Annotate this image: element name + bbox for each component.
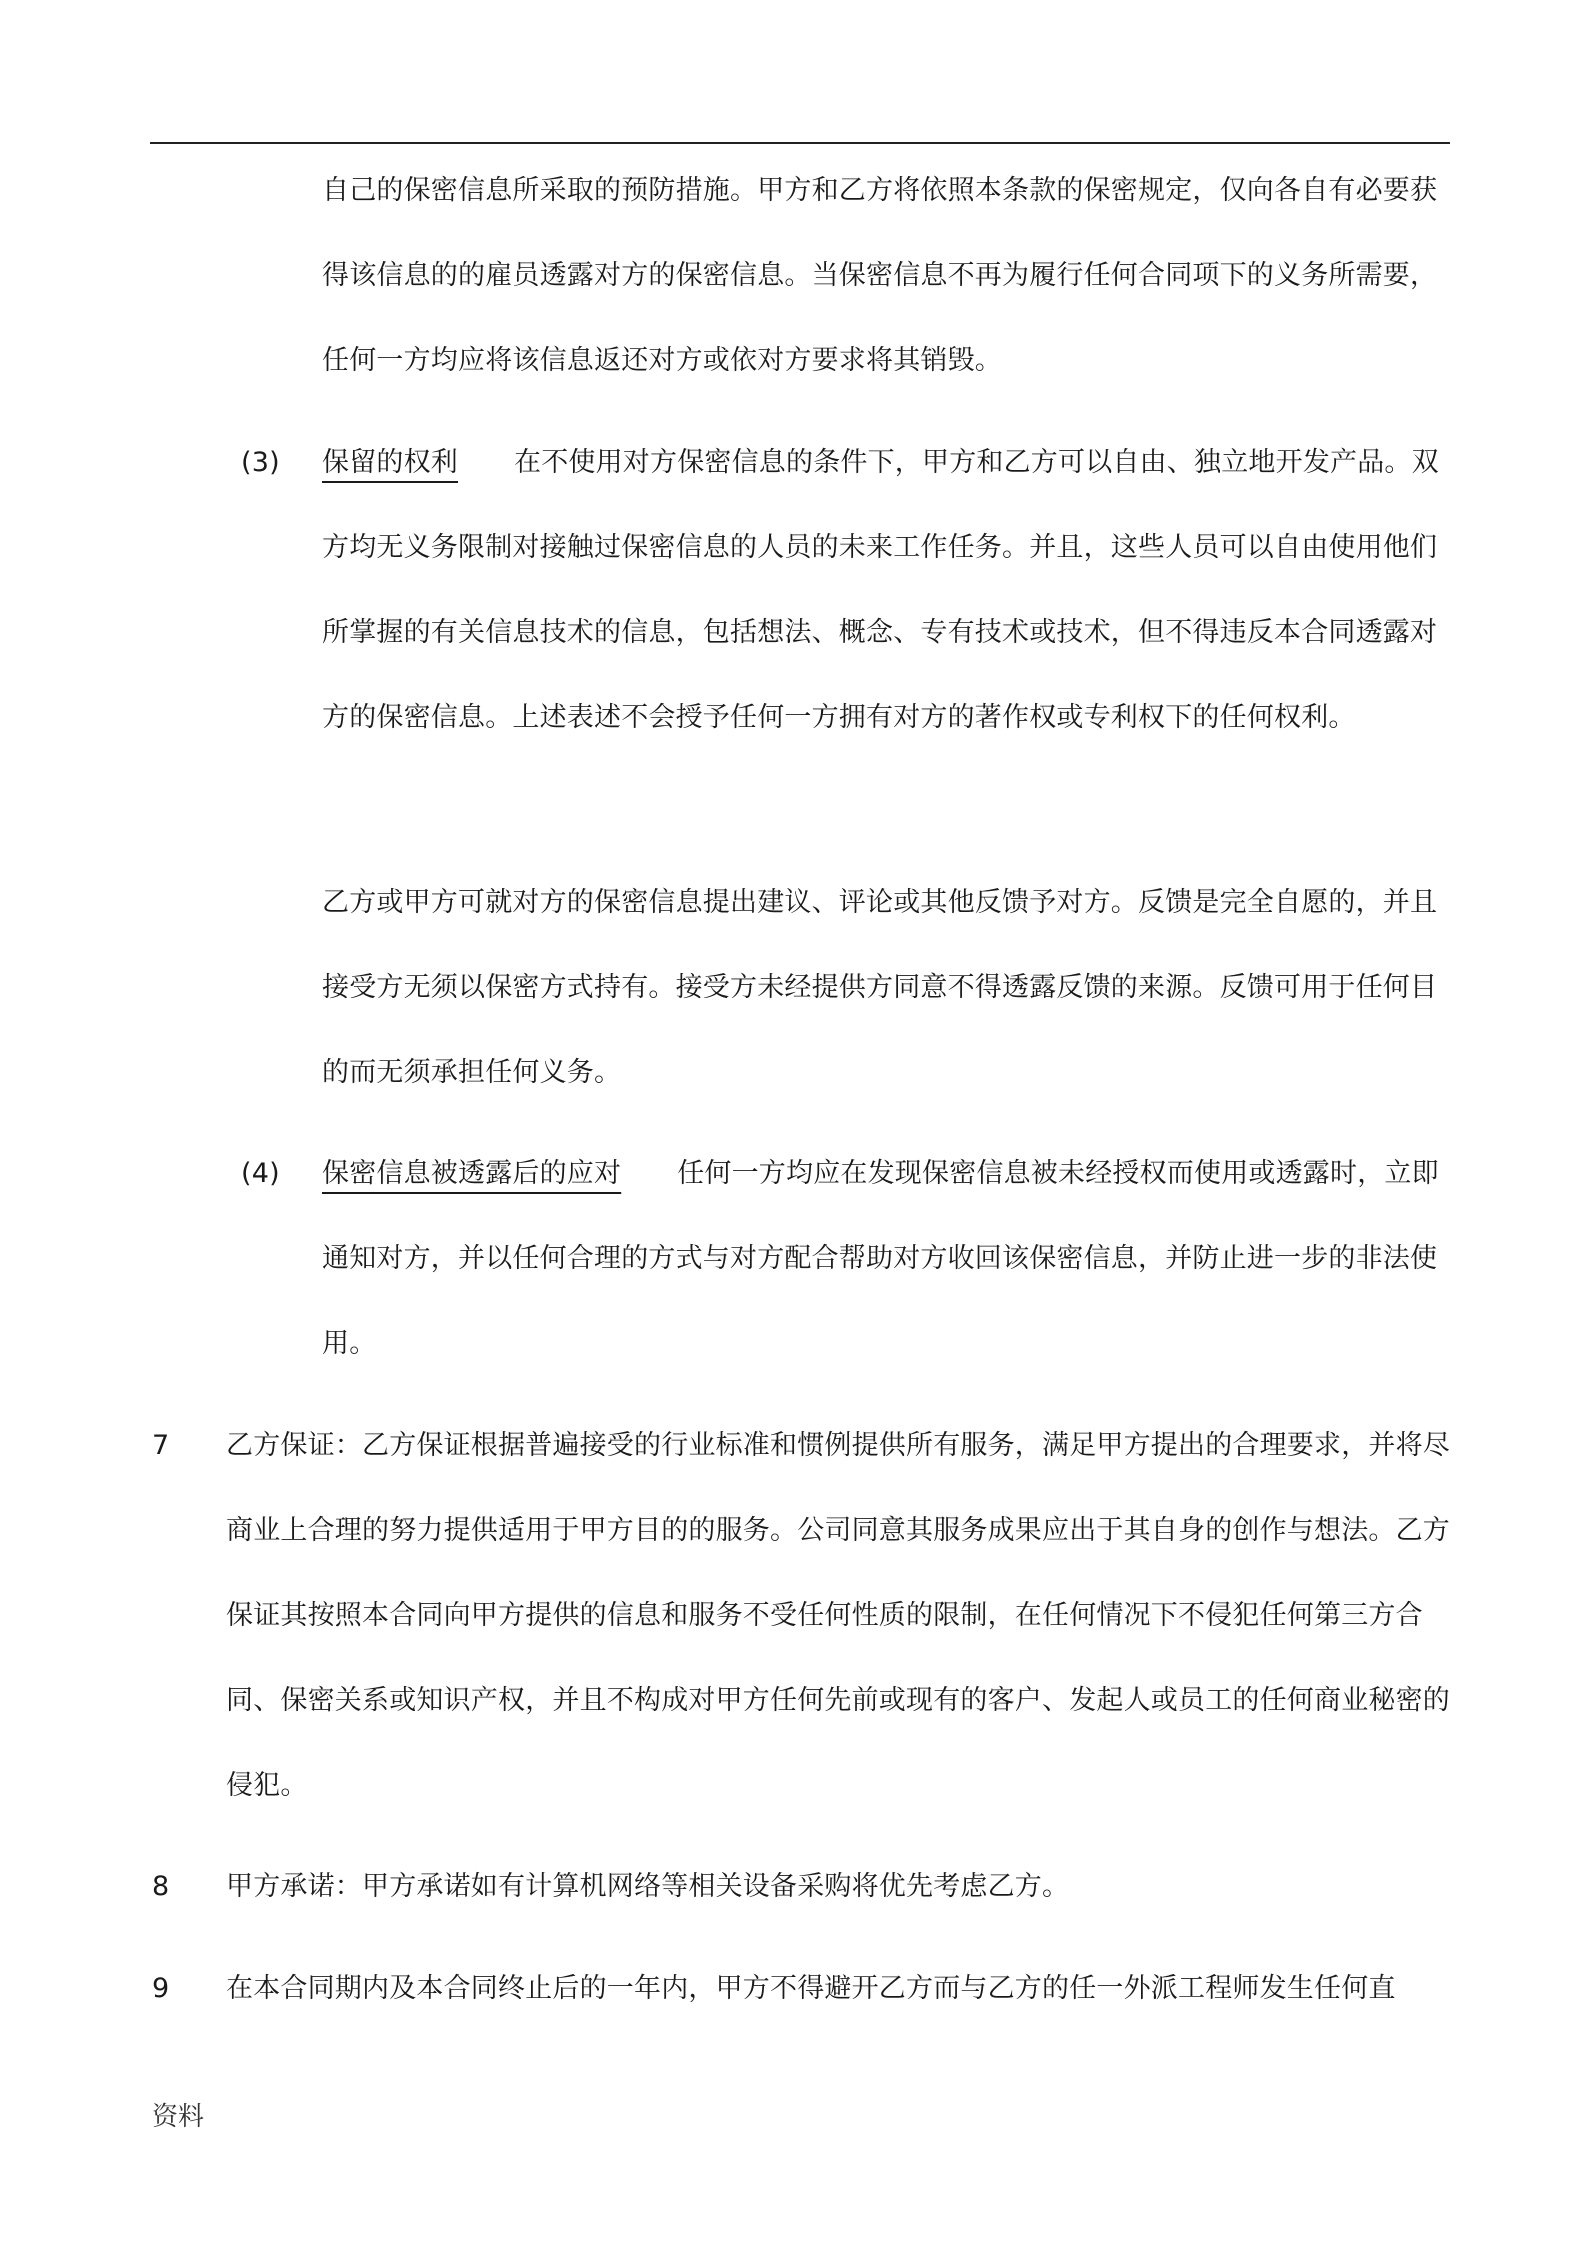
header-divider: [150, 142, 1450, 144]
clause-8-paragraph: 甲方承诺：甲方承诺如有计算机网络等相关设备采购将优先考虑乙方。: [226, 1871, 1070, 1902]
item-3-feedback-paragraph: 乙方或甲方可就对方的保密信息提出建议、评论或其他反馈予对方。反馈是完全自愿的，并且接受方无须以保密方式持有。接受方未经提供方同意不得透露反馈的来源。反馈可用于任何目的而无须承担任何义务。: [322, 887, 1438, 1088]
page-footer: 资料: [152, 2102, 205, 2132]
clause-9-paragraph: 在本合同期内及本合同终止后的一年内，甲方不得避开乙方而与乙方的任一外派工程师发生任何直: [226, 1973, 1396, 2004]
item-3-text: 在不使用对方保密信息的条件下，甲方和乙方可以自由、独立地开发产品。双方均无义务限制对接触过保密信息的人员的未来工作任务。并且，这些人员可以自由使用他们所掌握的有关信息技术的信息，包括想法、概念、专有技术或技术，但不得违反本合同透露对方的保密信息。上述表述不会授予任何一方拥有对方的著作权或专利权下的任何权利。: [322, 447, 1439, 733]
item-3-heading: 保留的权利: [322, 447, 458, 478]
item-4-number: (4): [241, 1158, 280, 1189]
clause-8-number: 8: [152, 1871, 170, 1902]
item-4-paragraph: [322, 1131, 1450, 1386]
item-4-text: 任何一方均应在发现保密信息被未经授权而使用或透露时，立即通知对方，并以任何合理的方式与对方配合帮助对方收回该保密信息，并防止进一步的非法使用。: [322, 1158, 1439, 1359]
clause-9-number: 9: [152, 1973, 170, 2004]
item-3-paragraph: [322, 420, 1450, 760]
clause-7-number: 7: [152, 1430, 170, 1461]
item-4-heading: 保密信息被透露后的应对: [322, 1158, 622, 1189]
item-3-number: (3): [241, 447, 280, 478]
continuation-paragraph: 自己的保密信息所采取的预防措施。甲方和乙方将依照本条款的保密规定，仅向各自有必要获得该信息的的雇员透露对方的保密信息。当保密信息不再为履行任何合同项下的义务所需要，任何一方均应将该信息返还对方或依对方要求将其销毁。: [322, 175, 1438, 376]
clause-7-paragraph: 乙方保证：乙方保证根据普遍接受的行业标准和惯例提供所有服务，满足甲方提出的合理要求，并将尽商业上合理的努力提供适用于甲方目的的服务。公司同意其服务成果应出于其自身的创作与想法。乙方保证其按照本合同向甲方提供的信息和服务不受任何性质的限制，在任何情况下不侵犯任何第三方合同、保密关系或知识产权，并且不构成对甲方任何先前或现有的客户、发起人或员工的任何商业秘密的侵犯。: [226, 1430, 1450, 1801]
